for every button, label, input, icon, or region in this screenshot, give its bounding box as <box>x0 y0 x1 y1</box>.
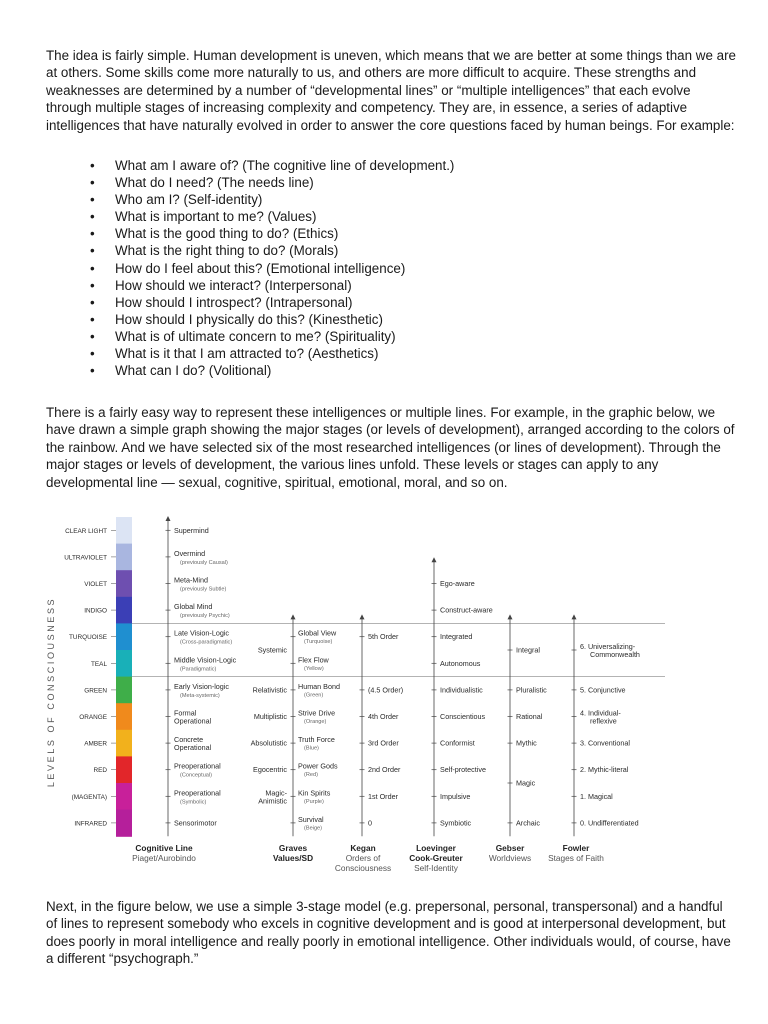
bullet-icon: • <box>90 158 95 173</box>
loevinger-stage-label: Impulsive <box>440 791 471 801</box>
bullet-icon: • <box>90 243 95 259</box>
level-label: ORANGE <box>79 714 107 721</box>
cognitive-stage-label: Supermind <box>174 525 209 535</box>
question-text: What can I do? (Volitional) <box>115 363 272 379</box>
question-text: What is the right thing to do? (Morals) <box>115 243 339 259</box>
vertical-axis-label: LEVELS OF CONSCIOUSNESS <box>46 596 56 788</box>
loevinger-column <box>432 579 493 827</box>
list-item <box>46 174 736 191</box>
cognitive-stage-label: Formal <box>174 708 197 718</box>
loevinger-caption-title: Loevinger <box>416 843 456 853</box>
level-label: (MAGENTA) <box>71 793 107 801</box>
kegan-stage-label: 5th Order <box>368 632 399 642</box>
loevinger-stage-label: Conformist <box>440 738 475 748</box>
graves-stage-sub: (Orange) <box>304 719 327 725</box>
loevinger-stage-label: Conscientious <box>440 712 486 721</box>
bullet-icon: • <box>90 363 95 379</box>
cognitive-stage-label: Middle Vision-Logic <box>174 655 237 665</box>
graves-descriptor: Relativistic <box>252 685 287 695</box>
gebser-caption-sub: Worldviews <box>488 853 532 863</box>
bullet-icon: • <box>90 294 95 310</box>
cognitive-stage-label: Preoperational <box>174 788 221 798</box>
level-label: RED <box>93 767 107 775</box>
fowler-caption-title: Fowler <box>562 843 590 853</box>
level-label: ULTRAVIOLET <box>64 554 107 562</box>
graves-stage-label: Power Gods <box>298 761 338 771</box>
graves-descriptor: Multiplistic <box>253 712 287 721</box>
kegan-caption-title: Kegan <box>350 843 376 853</box>
loevinger-stage-label: Individualistic <box>440 685 483 695</box>
bullet-icon: • <box>90 328 95 344</box>
gebser-column <box>508 646 548 828</box>
level-label: TEAL <box>91 660 107 668</box>
level-band <box>116 756 132 783</box>
middle-paragraph: There is a fairly easy way to represent these intelligences or multiple lines. For example, in the graphic below, we have drawn a simple graph showing the major stages (or levels of development), arranged according to the colors of the rainbow. And we have selected six of the most researched intelligences (or lines of development). Through the major stages or levels of development, the various lines unfold. These levels or stages can apply to any developmental line — sexual, cognitive, spiritual, emotional, moral, and so on. <box>46 405 735 490</box>
kegan-stage-label: 4th Order <box>368 712 399 721</box>
cognitive-stage-label: Overmind <box>174 548 206 558</box>
level-band <box>116 650 132 677</box>
level-label: CLEAR LIGHT <box>65 527 107 535</box>
cognitive-stage-label: Global Mind <box>174 602 213 612</box>
graves-descriptor: Absolutistic <box>250 738 287 748</box>
color-spectrum-bar <box>116 517 132 837</box>
level-band <box>116 517 132 544</box>
loevinger-caption-sub: Self-Identity <box>414 863 458 873</box>
axis-arrow-icon <box>166 516 171 521</box>
fowler-stage-label: 6. Universalizing- <box>580 642 636 651</box>
level-band <box>116 703 132 730</box>
cognitive-stage-sub: (Cross-paradigmatic) <box>180 639 233 646</box>
cognitive-stage-sub: (Paradigmatic) <box>180 666 217 673</box>
list-item <box>46 362 736 379</box>
gebser-stage-label: Archaic <box>516 818 540 828</box>
gebser-stage-label: Magic <box>516 778 536 788</box>
level-label: GREEN <box>84 687 107 695</box>
list-item <box>46 294 736 311</box>
graves-stage-label: Flex Flow <box>298 655 329 665</box>
column-captions <box>132 843 604 873</box>
question-text: How do I feel about this? (Emotional intelligence) <box>115 260 406 276</box>
list-item <box>46 225 736 242</box>
fowler-stage-sub: reflexive <box>590 716 617 726</box>
question-text: What am I aware of? (The cognitive line of development.) <box>115 158 455 173</box>
question-text: How should we interact? (Interpersonal) <box>115 277 352 293</box>
graves-stage-sub: (Turquoise) <box>304 639 333 646</box>
fowler-stage-label: 2. Mythic-literal <box>580 765 629 775</box>
level-band <box>116 544 132 571</box>
axis-arrow-icon <box>360 614 365 619</box>
loevinger-stage-label: Self-protective <box>440 765 486 775</box>
cognitive-stage-label: Late Vision-Logic <box>174 628 230 638</box>
cognitive-stage-sub: (previously Subtle) <box>180 586 227 593</box>
graves-stage-sub: (Purple) <box>304 798 324 805</box>
bullet-icon: • <box>90 311 95 327</box>
graves-stage-sub: (Blue) <box>304 745 319 752</box>
level-band <box>116 677 132 704</box>
question-text: What is the good thing to do? (Ethics) <box>115 226 339 242</box>
cognitive-stage-sub: (previously Psychic) <box>180 613 230 620</box>
bullet-icon: • <box>90 260 95 276</box>
kegan-stage-label: 0 <box>368 818 372 828</box>
kegan-stage-label: 3rd Order <box>368 738 399 748</box>
level-label: INFRARED <box>74 820 107 828</box>
question-text: What do I need? (The needs line) <box>115 175 314 191</box>
level-band <box>116 623 132 650</box>
kegan-stage-label: 1st Order <box>368 791 398 801</box>
fowler-stage-label: 4. Individual- <box>580 708 621 718</box>
cognitive-stage-sub: (previously Causal) <box>180 559 228 566</box>
level-label: AMBER <box>84 740 107 748</box>
list-item <box>46 208 736 225</box>
list-item <box>46 345 736 362</box>
list-item <box>46 191 736 208</box>
list-item <box>46 242 736 259</box>
cognitive-stage-sub: Operational <box>174 716 212 726</box>
graves-stage-sub: (Yellow) <box>304 665 324 672</box>
graves-left-column <box>251 646 288 806</box>
cognitive-stage-label: Meta-Mind <box>174 575 208 585</box>
list-item <box>46 277 736 294</box>
closing-paragraph: Next, in the figure below, we use a simple 3-stage model (e.g. prepersonal, personal, transpersonal) and a handful of lines to represent somebody who excels in cognitive development and is good at interpersonal development, but does poorly in moral intelligence and really poorly in emotional intelligence. Other individuals would, of course, have a different “psychograph.” <box>46 899 731 967</box>
graves-column <box>291 629 340 832</box>
level-label: VIOLET <box>84 581 107 588</box>
loevinger-stage-label: Ego-aware <box>440 579 475 588</box>
cognitive-stage-label: Preoperational <box>174 761 221 771</box>
kegan-caption-sub: Orders of <box>345 853 381 863</box>
cognitive-stage-sub: (Symbolic) <box>180 799 207 806</box>
question-text: Who am I? (Self-identity) <box>115 192 263 208</box>
kegan-column <box>360 632 404 827</box>
graves-stage-label: Truth Force <box>298 735 335 745</box>
cognitive-stage-label: Concrete <box>174 735 204 745</box>
axis-arrow-icon <box>432 557 437 562</box>
list-item <box>46 157 736 174</box>
graves-stage-label: Human Bond <box>298 681 340 691</box>
graves-stage-label: Strive Drive <box>298 708 336 718</box>
level-band <box>116 810 132 837</box>
level-band <box>116 597 132 624</box>
graves-caption-title-2: Values/SD <box>272 853 314 863</box>
axis-arrow-icon <box>572 614 577 619</box>
fowler-stage-label: 3. Conventional <box>580 738 630 748</box>
graves-caption-title: Graves <box>278 843 308 853</box>
list-item <box>46 311 736 328</box>
question-text: What is of ultimate concern to me? (Spirituality) <box>115 328 396 344</box>
graves-descriptor: Egocentric <box>253 765 287 775</box>
graves-descriptor: Systemic <box>257 645 287 655</box>
level-label: TURQUOISE <box>69 634 107 642</box>
kegan-stage-label: (4.5 Order) <box>368 685 404 695</box>
bullet-icon: • <box>90 175 95 191</box>
axis-arrow-icon <box>291 614 296 619</box>
cognitive-stage-label: Early Vision-logic <box>174 681 229 691</box>
loevinger-stage-label: Symbiotic <box>440 818 472 828</box>
bullet-icon: • <box>90 192 95 208</box>
questions-list <box>46 157 736 379</box>
list-item <box>46 260 736 277</box>
graves-stage-sub: (Red) <box>304 772 318 779</box>
fowler-stage-label: 1. Magical <box>580 791 613 801</box>
gebser-stage-label: Pluralistic <box>516 685 547 695</box>
graves-descriptor: Magic- <box>265 788 287 798</box>
bullet-icon: • <box>90 346 95 362</box>
cognitive-stage-sub: Operational <box>174 743 212 753</box>
bullet-icon: • <box>90 277 95 293</box>
kegan-caption-sub-2: Consciousness <box>334 863 392 873</box>
level-labels <box>64 528 116 828</box>
fowler-stage-label: 5. Conjunctive <box>580 685 626 695</box>
intro-paragraph: The idea is fairly simple. Human development is uneven, which means that we are better at some things than we are at others. Some skills come more naturally to us, and others are more difficult to acquire. These strengths and weaknesses are determined by a number of “developmental lines” or “multiple intelligences” that each evolve through multiple stages of increasing complexity and competency. They are, in essence, a series of adaptive intelligences that have naturally evolved in order to answer the core questions faced by human beings. For example: <box>46 48 736 133</box>
bullet-icon: • <box>90 226 95 242</box>
level-band <box>116 783 132 810</box>
loevinger-caption-title-2: Cook-Greuter <box>409 853 463 863</box>
kegan-stage-label: 2nd Order <box>368 765 401 775</box>
graves-stage-sub: (Green) <box>304 692 324 699</box>
loevinger-stage-label: Construct-aware <box>440 605 493 615</box>
cognitive-caption-title: Cognitive Line <box>135 843 193 853</box>
graves-stage-label: Global View <box>298 628 337 638</box>
graves-stage-label: Survival <box>298 814 324 824</box>
fowler-caption-sub: Stages of Faith <box>548 853 604 863</box>
fowler-stage-sub: Commonwealth <box>590 650 640 659</box>
question-text: What is important to me? (Values) <box>115 209 317 225</box>
loevinger-stage-label: Integrated <box>440 632 473 642</box>
loevinger-stage-label: Autonomous <box>440 658 481 668</box>
levels-of-consciousness-figure <box>40 512 670 876</box>
cognitive-stage-sub: (Conceptual) <box>180 772 213 779</box>
gebser-stage-label: Mythic <box>516 738 537 748</box>
fowler-stage-label: 0. Undifferentiated <box>580 818 639 828</box>
question-text: How should I introspect? (Intrapersonal) <box>115 294 353 310</box>
question-text: What is it that I am attracted to? (Aesthetics) <box>115 346 379 362</box>
gebser-stage-label: Integral <box>516 645 540 655</box>
cognitive-stage-sub: (Meta-systemic) <box>180 692 220 699</box>
fowler-column <box>572 642 640 827</box>
graves-stage-sub: (Beige) <box>304 825 323 832</box>
cognitive-stage-label: Sensorimotor <box>174 818 217 828</box>
graves-stage-label: Kin Spirits <box>298 788 331 798</box>
list-item <box>46 328 736 345</box>
question-text: How should I physically do this? (Kinesthetic) <box>115 311 383 327</box>
level-band <box>116 570 132 597</box>
graves-descriptor: Animistic <box>258 796 287 806</box>
level-band <box>116 730 132 757</box>
gebser-caption-title: Gebser <box>495 843 525 853</box>
cognitive-caption-sub: Piaget/Aurobindo <box>132 853 196 863</box>
gebser-stage-label: Rational <box>516 712 543 721</box>
bullet-icon: • <box>90 209 95 225</box>
axis-arrow-icon <box>508 614 513 619</box>
level-label: INDIGO <box>84 607 107 615</box>
